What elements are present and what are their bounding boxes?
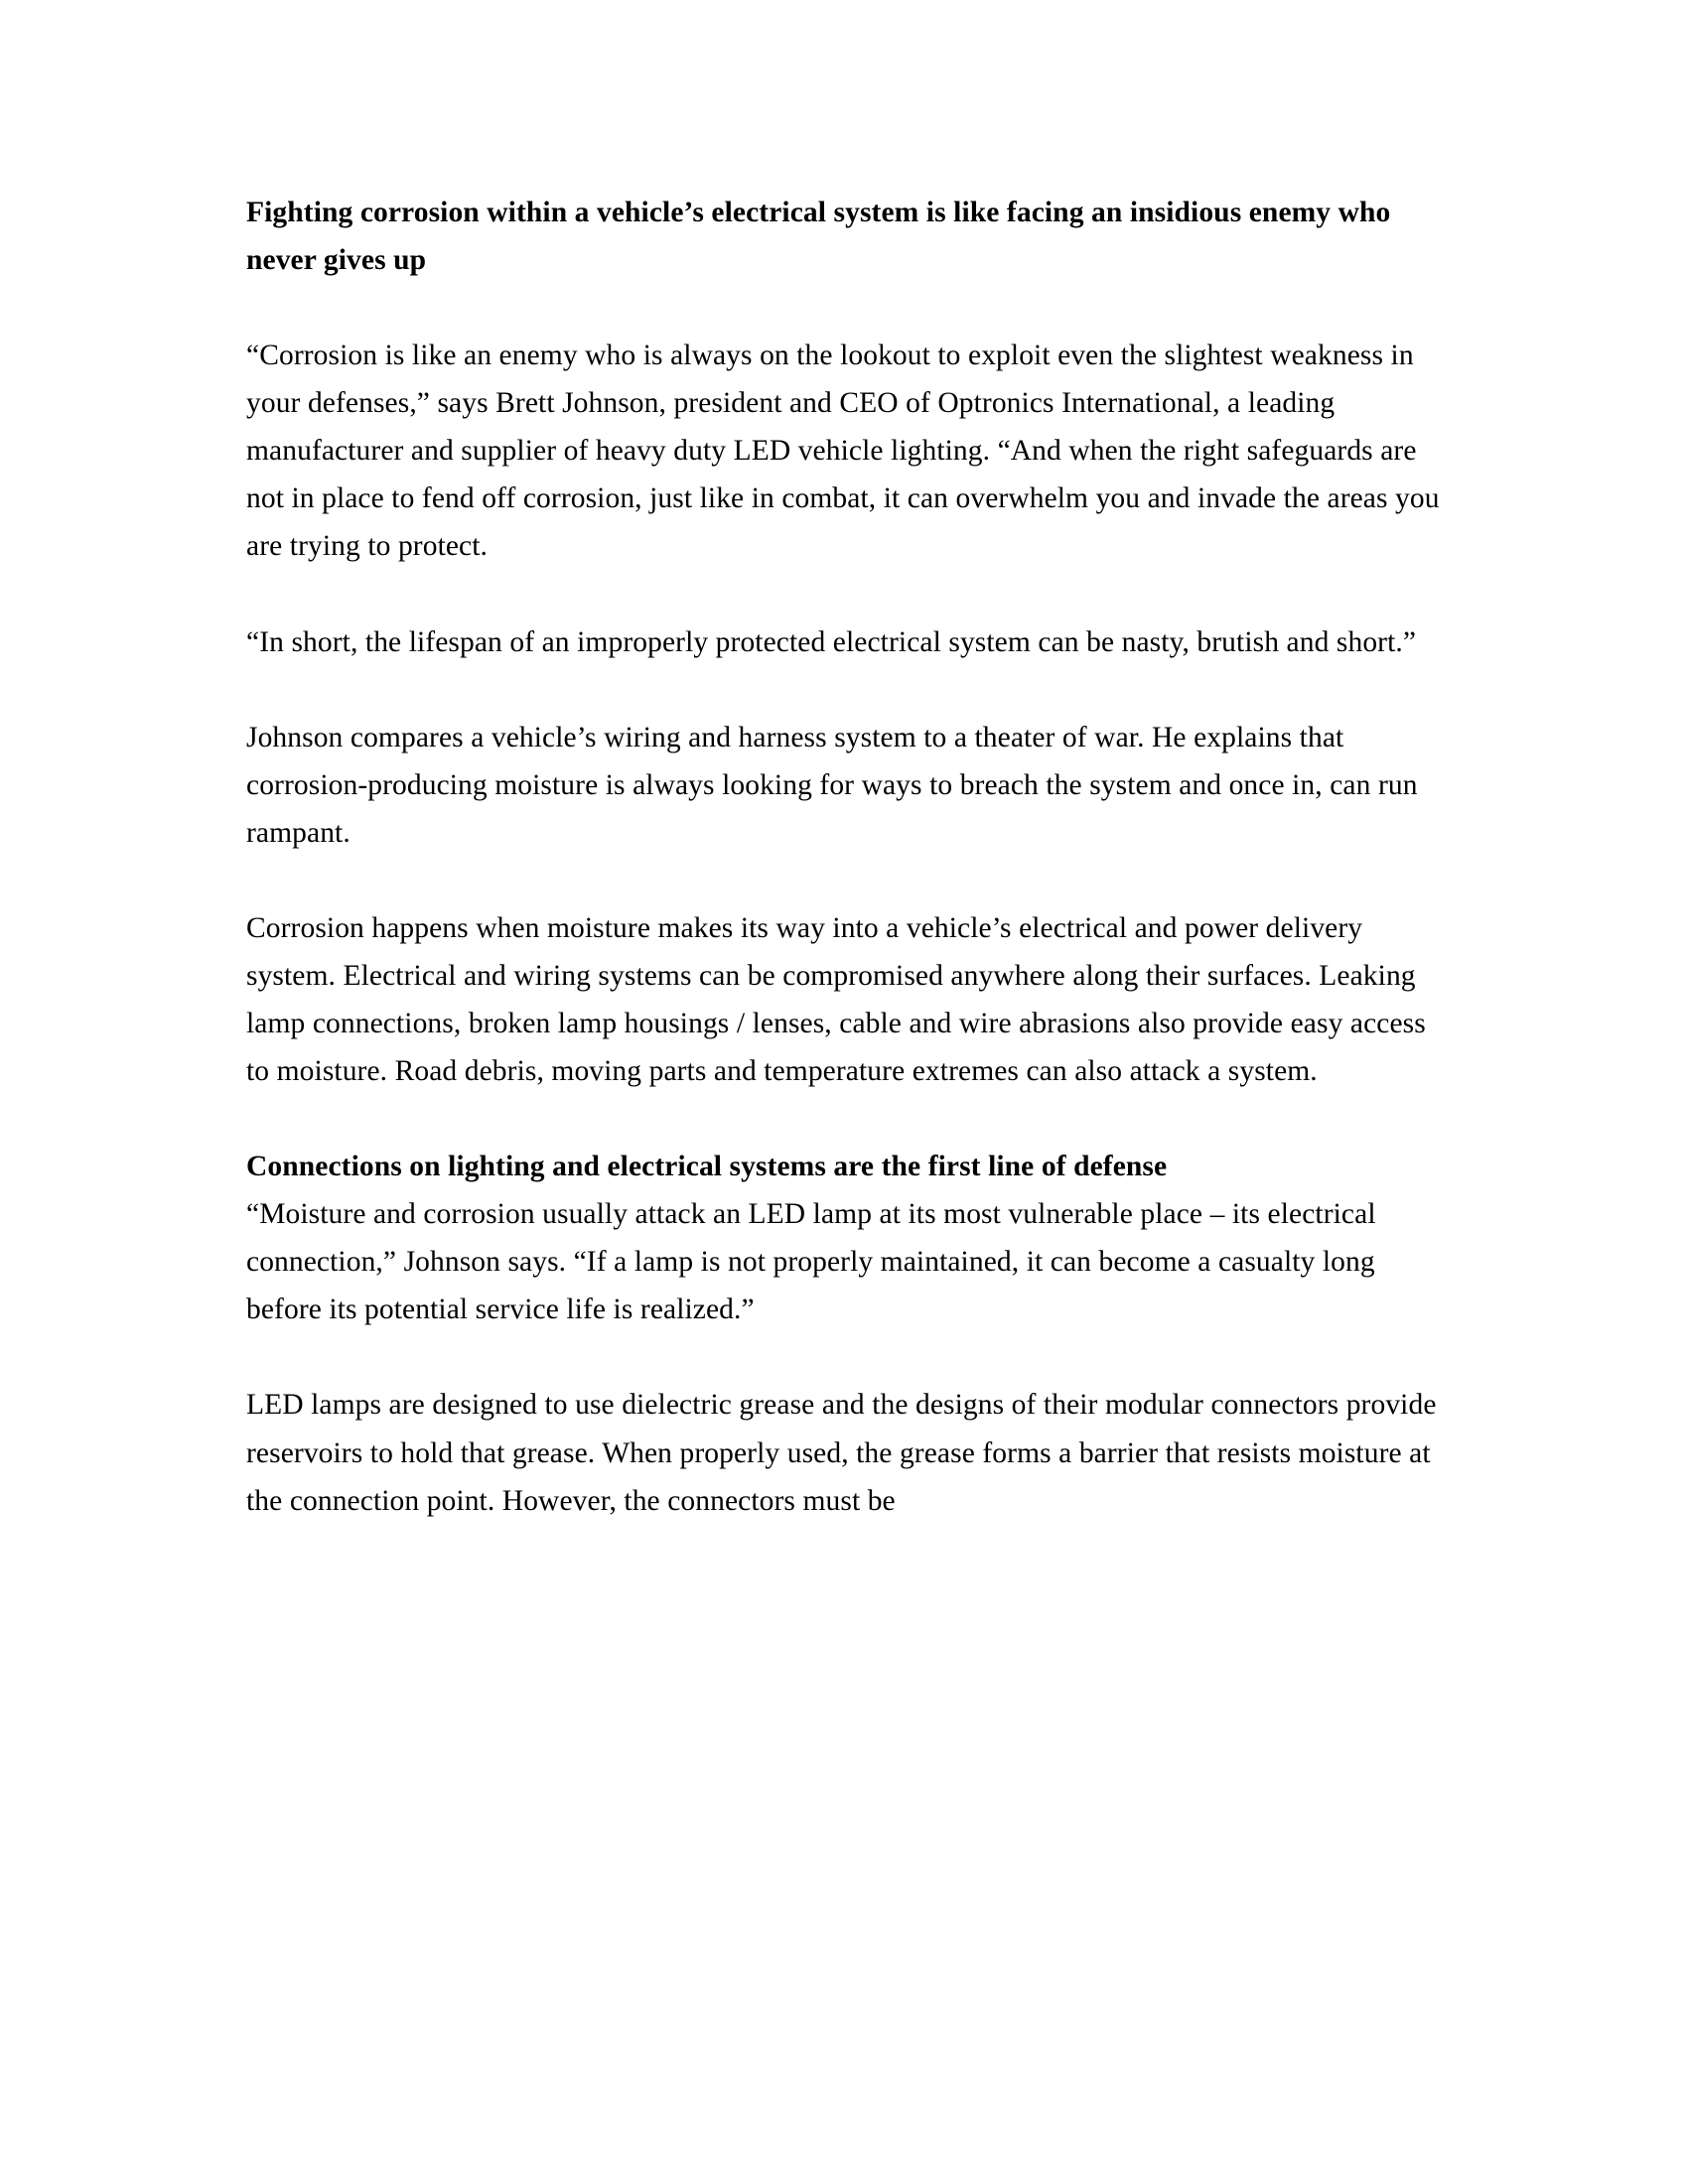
- document-title-heading: Fighting corrosion within a vehicle’s electrical system is like facing an insidious enemy who never gives up: [246, 197, 1391, 277]
- section-block: [246, 1143, 1453, 1333]
- section-heading: Connections on lighting and electrical systems are the first line of defense: [246, 1151, 1168, 1183]
- paragraph-3: Johnson compares a vehicle’s wiring and harness system to a theater of war. He explains that corrosion-producing moisture is always looking for ways to breach the system and once in, can run rampant.: [246, 721, 1418, 849]
- paragraph-4: Corrosion happens when moisture makes its way into a vehicle’s electrical and power delivery system. Electrical and wiring systems can be compromised anywhere along their surfaces. Leaking lamp connections, broken lamp housings / lenses, cable and wire abrasions also provide easy access to moisture. Road debris, moving parts and temperature extremes can also attack a system.: [246, 911, 1426, 1088]
- paragraph-spacer: [246, 857, 1453, 904]
- paragraph-spacer: [246, 571, 1453, 618]
- section-paragraph-1: “Moisture and corrosion usually attack an LED lamp at its most vulnerable place – its electrical connection,” Johnson says. “If a lamp is not properly maintained, it can become a casualty long before its potential service life is realized.”: [246, 1198, 1376, 1326]
- section-paragraph-2: LED lamps are designed to use dielectric grease and the designs of their modular connectors provide reservoirs to hold that grease. When properly used, the grease forms a barrier that resists moisture at the connection point. However, the connectors must be: [246, 1389, 1437, 1517]
- paragraph-spacer: [246, 666, 1453, 714]
- paragraph-1: “Corrosion is like an enemy who is always on the lookout to exploit even the slightest weakness in your defenses,” says Brett Johnson, president and CEO of Optronics International, a leading manufacturer and supplier of heavy duty LED vehicle lighting. “And when the right safeguards are not in place to fend off corrosion, just like in combat, it can overwhelm you and invade the areas you are trying to protect.: [246, 340, 1440, 563]
- paragraph-2: “In short, the lifespan of an improperly protected electrical system can be nasty, brutish and short.”: [246, 625, 1417, 658]
- paragraph-spacer: [246, 284, 1453, 332]
- document-body: [246, 189, 1453, 1525]
- paragraph-spacer: [246, 1095, 1453, 1143]
- paragraph-spacer: [246, 1333, 1453, 1381]
